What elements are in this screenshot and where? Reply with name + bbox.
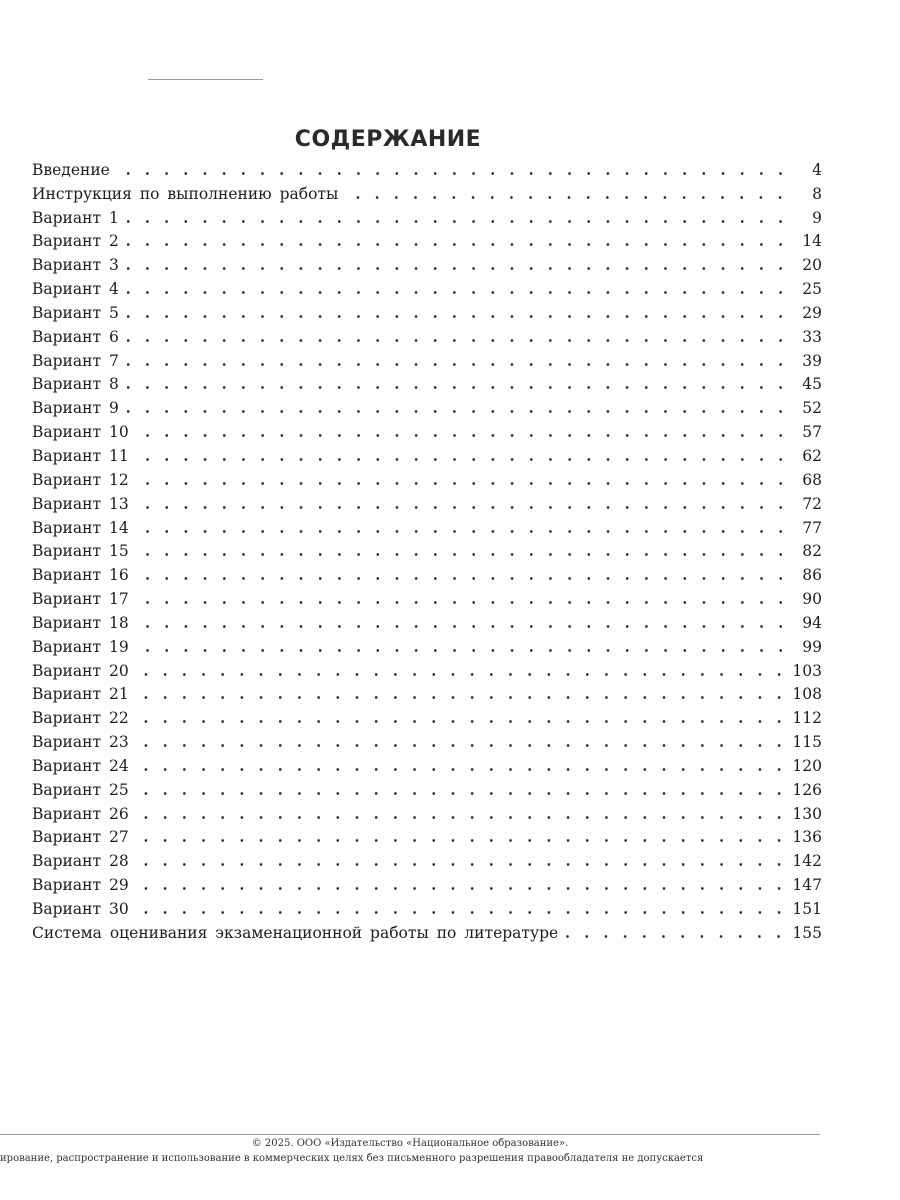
toc-entry bbox=[32, 537, 822, 561]
toc-dot-leader bbox=[123, 339, 790, 342]
toc-entry-page-number: 90 bbox=[802, 590, 822, 609]
toc-dot-leader bbox=[123, 220, 790, 223]
toc-dot-leader bbox=[133, 482, 790, 485]
toc-entry-page-number: 115 bbox=[792, 733, 822, 752]
footer-copyright-notice: ирование, распространение и использование в коммерческих целях без письменного разрешения правообладателя не допускается bbox=[0, 1153, 704, 1164]
toc-dot-leader bbox=[133, 434, 790, 437]
toc-entry bbox=[32, 608, 822, 632]
toc-dot-leader bbox=[133, 601, 790, 604]
toc-entry-page-number: 20 bbox=[802, 256, 822, 275]
toc-entry bbox=[32, 823, 822, 847]
toc-dot-leader bbox=[133, 887, 789, 890]
toc-dot-leader bbox=[133, 720, 789, 723]
toc-dot-leader bbox=[123, 410, 790, 413]
toc-entry-label: Вариант 15 bbox=[32, 542, 129, 561]
toc-entry-label: Вариант 17 bbox=[32, 590, 129, 609]
toc-entry-page-number: 33 bbox=[802, 327, 822, 346]
toc-dot-leader bbox=[123, 363, 790, 366]
toc-dot-leader bbox=[123, 315, 790, 318]
toc-entry bbox=[32, 703, 822, 727]
toc-dot-leader bbox=[133, 625, 790, 628]
toc-dot-leader bbox=[133, 863, 789, 866]
toc-entry-page-number: 72 bbox=[802, 494, 822, 513]
toc-entry-label: Вариант 25 bbox=[32, 780, 129, 799]
toc-entry bbox=[32, 870, 822, 894]
toc-entry-page-number: 142 bbox=[792, 852, 822, 871]
toc-entry bbox=[32, 441, 822, 465]
toc-entry-page-number: 68 bbox=[802, 470, 822, 489]
toc-entry-label: Вариант 2 bbox=[32, 232, 119, 251]
toc-entry-page-number: 14 bbox=[802, 232, 822, 251]
toc-entry-label: Вариант 18 bbox=[32, 613, 129, 632]
toc-entry-page-number: 45 bbox=[802, 375, 822, 394]
toc-entry bbox=[32, 727, 822, 751]
toc-entry-page-number: 86 bbox=[802, 566, 822, 585]
toc-dot-leader bbox=[133, 816, 789, 819]
toc-entry bbox=[32, 775, 822, 799]
toc-entry-label: Вариант 20 bbox=[32, 661, 129, 680]
toc-entry bbox=[32, 513, 822, 537]
toc-entry-label: Вариант 23 bbox=[32, 733, 129, 752]
toc-entry-page-number: 39 bbox=[802, 351, 822, 370]
toc-entry bbox=[32, 560, 822, 584]
toc-dot-leader bbox=[123, 243, 790, 246]
toc-entry bbox=[32, 489, 822, 513]
toc-entry-page-number: 126 bbox=[792, 780, 822, 799]
toc-entry bbox=[32, 799, 822, 823]
toc-dot-leader bbox=[133, 673, 789, 676]
toc-entry-label: Инструкция по выполнению работы bbox=[32, 184, 339, 203]
toc-entry-page-number: 130 bbox=[792, 804, 822, 823]
toc-entry bbox=[32, 203, 822, 227]
toc-entry-label: Вариант 19 bbox=[32, 637, 129, 656]
table-of-contents bbox=[32, 155, 822, 942]
toc-entry-label: Вариант 21 bbox=[32, 685, 129, 704]
toc-dot-leader bbox=[133, 506, 790, 509]
toc-entry-label: Вариант 12 bbox=[32, 470, 129, 489]
toc-entry bbox=[32, 179, 822, 203]
toc-entry-label: Вариант 7 bbox=[32, 351, 119, 370]
toc-entry-label: Вариант 28 bbox=[32, 852, 129, 871]
toc-dot-leader bbox=[133, 839, 789, 842]
toc-entry bbox=[32, 894, 822, 918]
toc-entry bbox=[32, 227, 822, 251]
toc-entry-page-number: 99 bbox=[802, 637, 822, 656]
toc-entry bbox=[32, 632, 822, 656]
toc-dot-leader bbox=[342, 196, 790, 199]
toc-entry-page-number: 4 bbox=[812, 160, 822, 179]
toc-dot-leader bbox=[562, 935, 788, 938]
toc-entry bbox=[32, 298, 822, 322]
toc-entry-page-number: 147 bbox=[792, 876, 822, 895]
toc-entry-page-number: 57 bbox=[802, 423, 822, 442]
toc-dot-leader bbox=[123, 291, 790, 294]
toc-entry-label: Вариант 10 bbox=[32, 423, 129, 442]
toc-dot-leader bbox=[133, 911, 789, 914]
toc-entry bbox=[32, 155, 822, 179]
toc-entry-label: Вариант 8 bbox=[32, 375, 119, 394]
toc-entry-label: Вариант 1 bbox=[32, 208, 119, 227]
toc-entry bbox=[32, 370, 822, 394]
toc-entry-label: Вариант 6 bbox=[32, 327, 119, 346]
toc-entry-page-number: 82 bbox=[802, 542, 822, 561]
toc-dot-leader bbox=[133, 792, 789, 795]
toc-dot-leader bbox=[133, 577, 790, 580]
footer-copyright: © 2025. ООО «Издательство «Национальное образование». bbox=[251, 1138, 569, 1149]
toc-entry-page-number: 52 bbox=[802, 399, 822, 418]
toc-entry-page-number: 120 bbox=[792, 756, 822, 775]
toc-entry-label: Вариант 30 bbox=[32, 900, 129, 918]
page-title: СОДЕРЖАНИЕ bbox=[294, 126, 482, 152]
toc-entry-page-number: 62 bbox=[802, 446, 822, 465]
toc-entry-page-number: 94 bbox=[802, 613, 822, 632]
toc-dot-leader bbox=[133, 696, 789, 699]
toc-entry-page-number: 8 bbox=[812, 184, 822, 203]
footer-rule bbox=[0, 1134, 820, 1135]
toc-entry-page-number: 151 bbox=[792, 900, 822, 918]
toc-entry-label: Вариант 5 bbox=[32, 303, 119, 322]
toc-entry-label: Вариант 22 bbox=[32, 709, 129, 728]
toc-entry-page-number: 136 bbox=[792, 828, 822, 847]
toc-entry-label: Введение bbox=[32, 160, 110, 179]
toc-dot-leader bbox=[133, 530, 790, 533]
toc-dot-leader bbox=[133, 458, 790, 461]
toc-entry bbox=[32, 417, 822, 441]
toc-entry-page-number: 112 bbox=[792, 709, 822, 728]
toc-entry bbox=[32, 322, 822, 346]
toc-entry bbox=[32, 656, 822, 680]
toc-entry-label: Вариант 27 bbox=[32, 828, 129, 847]
toc-entry bbox=[32, 346, 822, 370]
toc-entry bbox=[32, 846, 822, 870]
toc-dot-leader bbox=[123, 267, 790, 270]
toc-entry-label: Вариант 24 bbox=[32, 756, 129, 775]
toc-entry bbox=[32, 393, 822, 417]
toc-entry bbox=[32, 465, 822, 489]
toc-dot-leader bbox=[133, 744, 789, 747]
toc-dot-leader bbox=[133, 768, 789, 771]
toc-entry-label: Вариант 9 bbox=[32, 399, 119, 418]
toc-entry-page-number: 9 bbox=[812, 208, 822, 227]
toc-entry-label: Вариант 11 bbox=[32, 446, 129, 465]
toc-entry-label: Система оценивания экзаменационной работы по литературе bbox=[32, 923, 559, 942]
toc-entry-page-number: 155 bbox=[792, 923, 822, 942]
toc-entry-label: Вариант 13 bbox=[32, 494, 129, 513]
toc-entry-label: Вариант 3 bbox=[32, 256, 119, 275]
toc-entry-page-number: 103 bbox=[792, 661, 822, 680]
toc-entry-label: Вариант 26 bbox=[32, 804, 129, 823]
toc-entry-page-number: 77 bbox=[802, 518, 822, 537]
toc-entry-label: Вариант 4 bbox=[32, 280, 119, 299]
toc-entry bbox=[32, 751, 822, 775]
toc-entry bbox=[32, 584, 822, 608]
toc-entry-label: Вариант 16 bbox=[32, 566, 129, 585]
toc-entry bbox=[32, 680, 822, 704]
toc-dot-leader bbox=[133, 649, 790, 652]
toc-entry-label: Вариант 14 bbox=[32, 518, 129, 537]
toc-entry bbox=[32, 274, 822, 298]
toc-entry-page-number: 29 bbox=[802, 303, 822, 322]
top-rule bbox=[148, 79, 263, 80]
toc-dot-leader bbox=[133, 553, 790, 556]
toc-entry bbox=[32, 918, 822, 942]
toc-dot-leader bbox=[114, 172, 790, 175]
toc-dot-leader bbox=[123, 386, 790, 389]
toc-entry-page-number: 108 bbox=[792, 685, 822, 704]
toc-entry bbox=[32, 250, 822, 274]
toc-entry-page-number: 25 bbox=[802, 280, 822, 299]
toc-entry-label: Вариант 29 bbox=[32, 876, 129, 895]
